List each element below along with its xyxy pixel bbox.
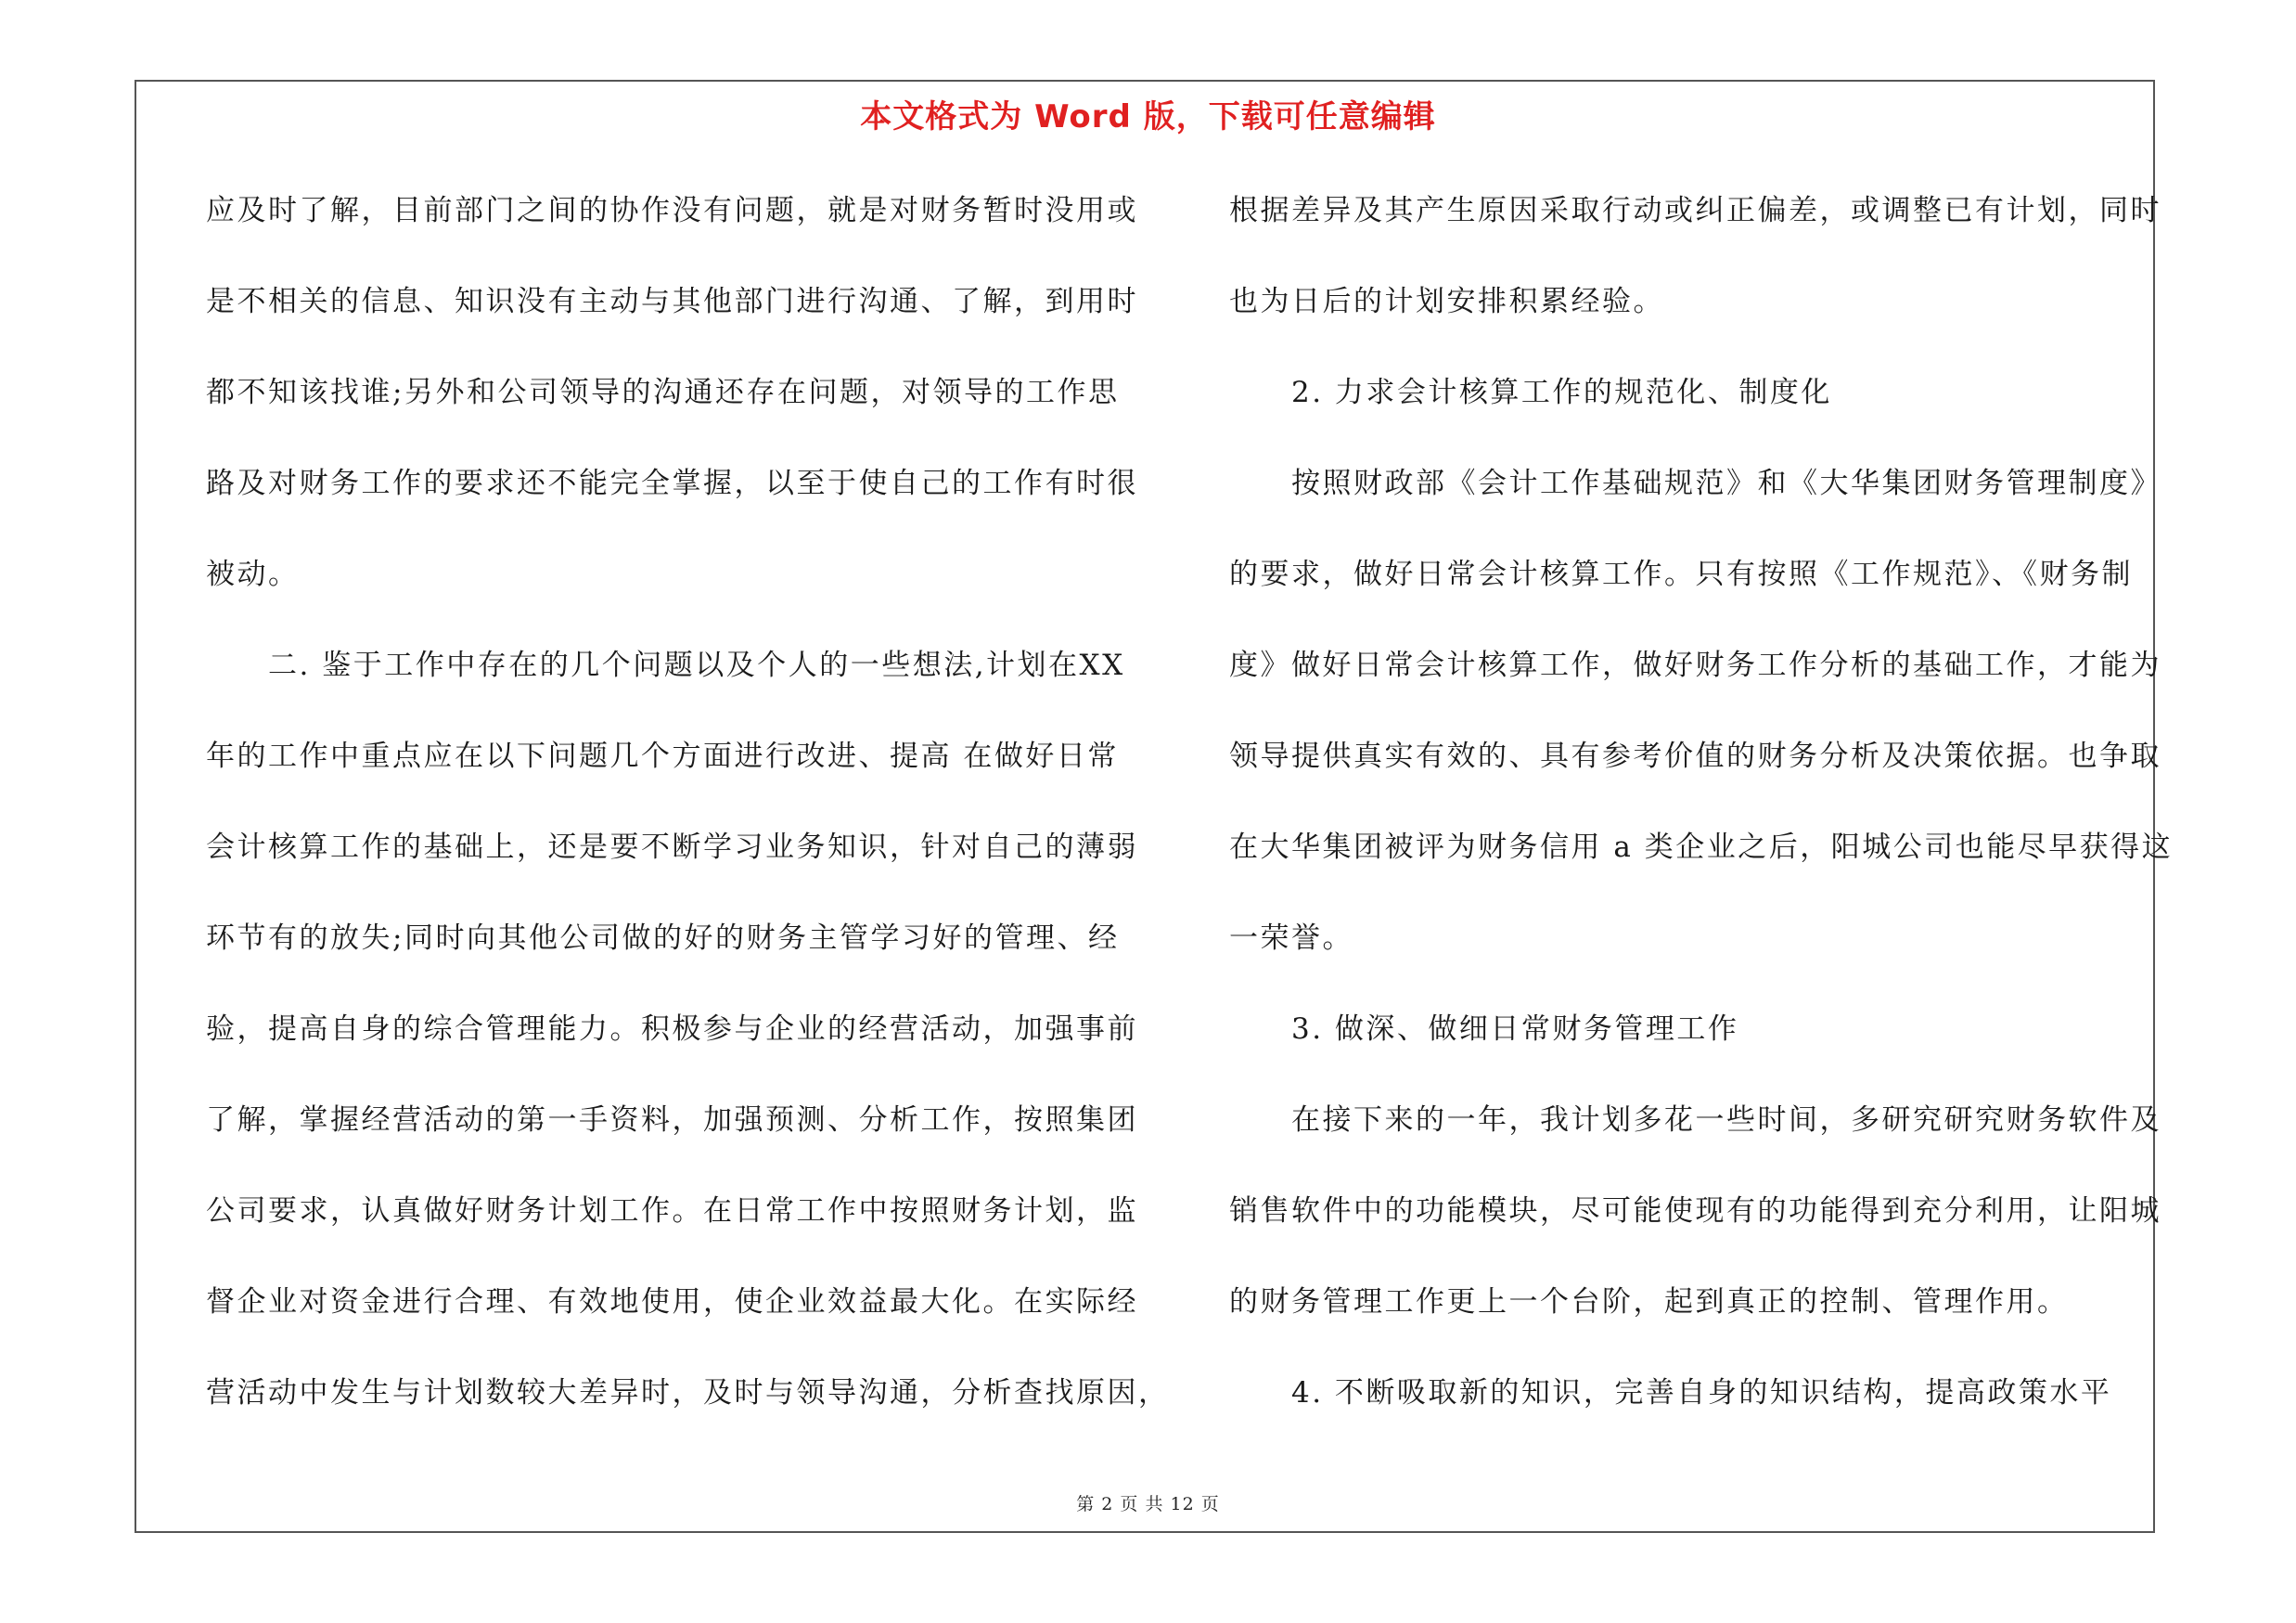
text-line: 的财务管理工作更上一个台阶，起到真正的控制、管理作用。 — [1229, 1285, 2069, 1319]
text-line: 都不知该找谁;另外和公司领导的沟通还存在问题，对领导的工作思 — [206, 376, 1120, 409]
text-line: 督企业对资金进行合理、有效地使用，使企业效益最大化。在实际经 — [206, 1285, 1138, 1319]
text-line: 验，提高自身的综合管理能力。积极参与企业的经营活动，加强事前 — [206, 1012, 1138, 1046]
text-line: 年的工作中重点应在以下问题几个方面进行改进、提高 在做好日常 — [206, 740, 1119, 773]
text-line: 了解，掌握经营活动的第一手资料，加强预测、分析工作，按照集团 — [206, 1103, 1138, 1137]
text-line: 二. 鉴于工作中存在的几个问题以及个人的一些想法,计划在XX — [206, 649, 1125, 682]
text-line: 营活动中发生与计划数较大差异时，及时与领导沟通，分析查找原因， — [206, 1376, 1170, 1410]
text-line: 销售软件中的功能模块，尽可能使现有的功能得到充分利用，让阳城 — [1229, 1194, 2161, 1228]
page-number: 第 2 页 共 12 页 — [1076, 1494, 1220, 1514]
text-line: 环节有的放失;同时向其他公司做的好的财务主管学习好的管理、经 — [206, 921, 1120, 955]
text-line: 按照财政部《会计工作基础规范》和《大华集团财务管理制度》 — [1229, 467, 2161, 500]
text-line: 公司要求，认真做好财务计划工作。在日常工作中按照财务计划，监 — [206, 1194, 1138, 1228]
text-line: 路及对财务工作的要求还不能完全掌握，以至于使自己的工作有时很 — [206, 467, 1138, 500]
text-line: 也为日后的计划安排积累经验。 — [1229, 285, 1664, 318]
text-line: 一荣誉。 — [1229, 921, 1353, 955]
section-heading: 4. 不断吸取新的知识，完善自身的知识结构，提高政策水平 — [1229, 1376, 2112, 1410]
right-column — [1229, 181, 2174, 1454]
text-line: 度》做好日常会计核算工作，做好财务工作分析的基础工作，才能为 — [1229, 649, 2161, 682]
text-line: 的要求，做好日常会计核算工作。只有按照《工作规范》、《财务制 — [1229, 558, 2133, 591]
section-heading: 2. 力求会计核算工作的规范化、制度化 — [1229, 376, 1832, 409]
text-line: 被动。 — [206, 558, 300, 591]
left-column — [206, 181, 1170, 1454]
header-banner: 本文格式为 Word 版，下载可任意编辑 — [860, 98, 1436, 135]
text-line: 根据差异及其产生原因采取行动或纠正偏差，或调整已有计划，同时 — [1229, 194, 2161, 227]
text-line: 应及时了解，目前部门之间的协作没有问题，就是对财务暂时没用或 — [206, 194, 1138, 227]
text-line: 在接下来的一年，我计划多花一些时间，多研究研究财务软件及 — [1229, 1103, 2161, 1137]
text-line: 在大华集团被评为财务信用 a 类企业之后，阳城公司也能尽早获得这 — [1229, 831, 2174, 864]
text-line: 领导提供真实有效的、具有参考价值的财务分析及决策依据。也争取 — [1229, 740, 2161, 773]
text-line: 是不相关的信息、知识没有主动与其他部门进行沟通、了解，到用时 — [206, 285, 1138, 318]
section-heading: 3. 做深、做细日常财务管理工作 — [1229, 1012, 1739, 1046]
text-line: 会计核算工作的基础上，还是要不断学习业务知识，针对自己的薄弱 — [206, 831, 1138, 864]
